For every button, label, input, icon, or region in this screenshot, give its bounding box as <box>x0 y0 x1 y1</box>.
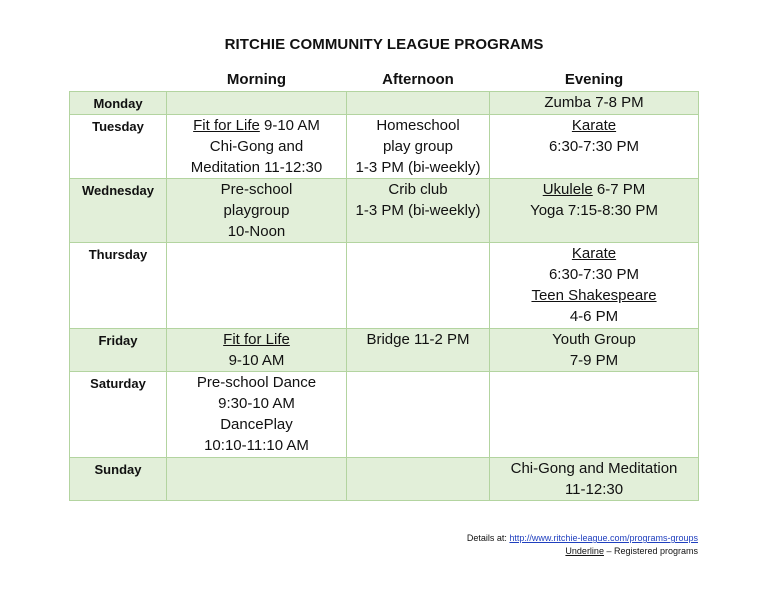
details-link[interactable]: http://www.ritchie-league.com/programs-groups <box>509 533 698 543</box>
registered-program-text: Fit for Life <box>193 117 260 134</box>
details-label: Details at: <box>466 533 507 543</box>
program-text: 9:30-10 AM <box>218 395 295 412</box>
evening-cell <box>490 243 699 329</box>
program-line <box>490 179 698 200</box>
program-line <box>490 115 698 136</box>
afternoon-cell <box>347 92 490 115</box>
program-line <box>167 157 346 178</box>
afternoon-cell <box>347 458 490 501</box>
day-label: Sunday <box>70 458 167 501</box>
table-row <box>70 458 699 501</box>
program-text: playgroup <box>223 202 290 219</box>
program-line <box>490 285 698 306</box>
evening-cell <box>490 329 699 372</box>
program-line <box>490 479 698 500</box>
program-line <box>490 350 698 371</box>
program-text: DancePlay <box>220 416 293 433</box>
program-text: 6:30-7:30 PM <box>548 138 640 155</box>
program-text: 10:10-11:10 AM <box>204 437 309 454</box>
day-label: Monday <box>70 92 167 115</box>
morning-cell <box>167 458 347 501</box>
program-text: 6:30-7:30 PM <box>548 266 640 283</box>
program-line <box>347 136 489 157</box>
program-line <box>490 264 698 285</box>
evening-cell <box>490 179 699 243</box>
morning-cell <box>167 243 347 329</box>
table-row <box>70 243 699 329</box>
program-text: 7-9 PM <box>569 352 619 369</box>
program-line <box>167 435 346 456</box>
morning-cell <box>167 92 347 115</box>
afternoon-cell <box>347 115 490 179</box>
program-line <box>490 306 698 327</box>
evening-cell <box>490 92 699 115</box>
program-line <box>490 200 698 221</box>
afternoon-cell <box>347 179 490 243</box>
registered-program-text: Karate <box>571 245 617 262</box>
program-text: play group <box>382 138 454 155</box>
program-line <box>167 200 346 221</box>
program-line <box>347 115 489 136</box>
registered-program-text: Karate <box>571 117 617 134</box>
day-label: Friday <box>70 329 167 372</box>
program-text: Chi-Gong and Meditation <box>510 460 678 477</box>
evening-cell <box>490 458 699 501</box>
header-afternoon: Afternoon <box>382 70 454 88</box>
program-line <box>167 136 346 157</box>
program-text: 1-3 PM (bi-weekly) <box>355 159 481 176</box>
program-text: Zumba 7-8 PM <box>544 94 644 111</box>
morning-cell <box>167 115 347 179</box>
program-text: Chi-Gong and <box>209 138 304 155</box>
program-text: 1-3 PM (bi-weekly) <box>355 202 481 219</box>
program-text: Crib club <box>388 181 448 198</box>
program-line <box>490 243 698 264</box>
program-line <box>167 350 346 371</box>
program-line <box>167 372 346 393</box>
program-text: Bridge 11-2 PM <box>366 331 470 348</box>
program-line <box>347 329 489 350</box>
program-line <box>490 136 698 157</box>
page-title: RITCHIE COMMUNITY LEAGUE PROGRAMS <box>224 36 544 53</box>
program-line <box>347 200 489 221</box>
afternoon-cell <box>347 329 490 372</box>
program-text: Pre-school <box>220 181 293 198</box>
program-text: 10-Noon <box>227 223 286 240</box>
header-row <box>70 67 699 92</box>
program-line <box>167 393 346 414</box>
program-line <box>490 92 698 113</box>
day-label: Saturday <box>70 372 167 458</box>
table-row <box>70 329 699 372</box>
registered-program-text: Teen Shakespeare <box>531 287 657 304</box>
program-line <box>167 414 346 435</box>
program-line <box>167 221 346 242</box>
program-text: 6-7 PM <box>592 181 646 198</box>
legend-text: – Registered programs <box>603 546 698 556</box>
afternoon-cell <box>347 372 490 458</box>
program-text: 9-10 AM <box>228 352 285 369</box>
legend-line <box>565 546 698 556</box>
program-text: Meditation 11-12:30 <box>190 159 323 176</box>
details-line <box>467 533 698 543</box>
morning-cell <box>167 329 347 372</box>
program-text: 11-12:30 <box>564 481 624 498</box>
registered-program-text: Fit for Life <box>223 331 290 348</box>
program-line <box>347 179 489 200</box>
header-morning: Morning <box>226 70 287 88</box>
day-label: Thursday <box>70 243 167 329</box>
day-label: Tuesday <box>70 115 167 179</box>
program-line <box>490 458 698 479</box>
program-text: 9-10 AM <box>259 117 320 134</box>
table-row <box>70 372 699 458</box>
table-row <box>70 179 699 243</box>
program-line <box>167 115 346 136</box>
program-text: Youth Group <box>552 331 636 348</box>
morning-cell <box>167 179 347 243</box>
header-day-blank <box>70 67 167 92</box>
program-text: Pre-school Dance <box>196 374 317 391</box>
program-line <box>347 157 489 178</box>
registered-program-text: Ukulele <box>542 181 593 198</box>
evening-cell <box>490 372 699 458</box>
program-text: Yoga 7:15-8:30 PM <box>530 202 658 219</box>
program-text: 4-6 PM <box>569 308 619 325</box>
morning-cell <box>167 372 347 458</box>
day-label: Wednesday <box>70 179 167 243</box>
program-line <box>490 329 698 350</box>
header-evening: Evening <box>564 70 624 88</box>
evening-cell <box>490 115 699 179</box>
afternoon-cell <box>347 243 490 329</box>
program-line <box>167 329 346 350</box>
table-row <box>70 115 699 179</box>
programs-table <box>69 67 699 501</box>
legend-term: Underline <box>565 546 604 556</box>
table-row <box>70 92 699 115</box>
program-text: Homeschool <box>376 117 460 134</box>
program-line <box>167 179 346 200</box>
